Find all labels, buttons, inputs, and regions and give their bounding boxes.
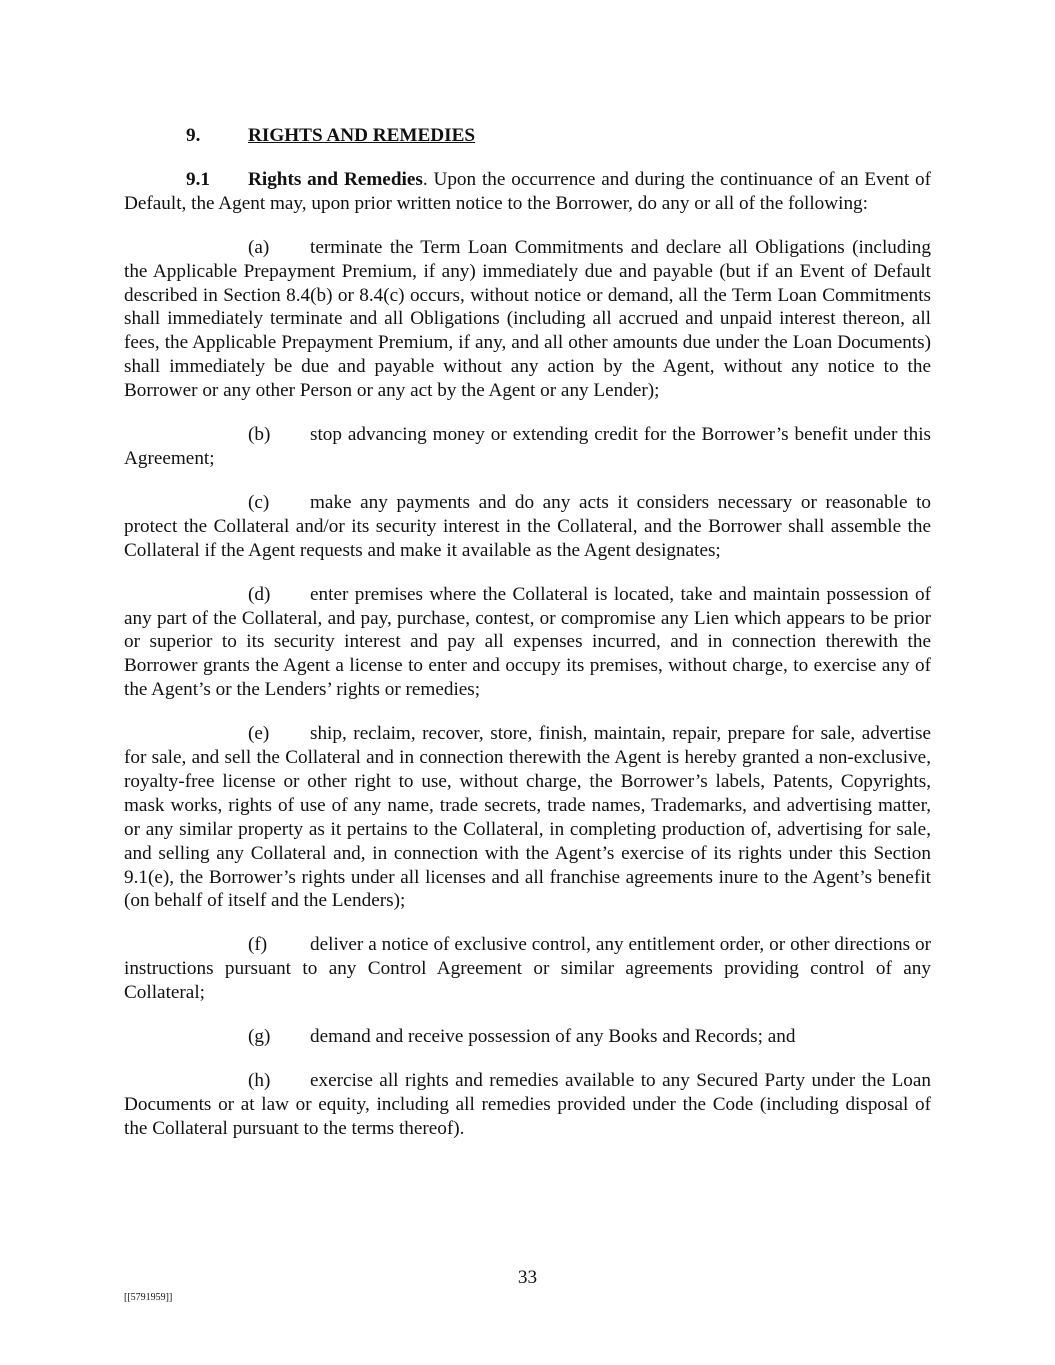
clause-text: enter premises where the Collateral is located, take and maintain possession of any part of the Collateral, and pay, purchase, contest, or compromise any Lien which appears to be prior or superior to its security interest and pay all expenses incurred, and in connection therewith the Borrower grants the Agent a license to enter and occupy its premises, without charge, to exercise any of the Agent’s or the Lenders’ rights or remedies; xyxy=(124,583,931,701)
page-number: 33 xyxy=(517,1267,538,1288)
clause-d xyxy=(124,583,931,703)
clause-label: (g) xyxy=(248,1026,271,1048)
clause-text: exercise all rights and remedies available to any Secured Party under the Loan Documents or at law or equity, including all remedies provided under the Code (including disposal of the Collateral pursuant to the terms thereof). xyxy=(124,1070,931,1139)
section-9-1 xyxy=(124,168,931,216)
section-number: 9.1 xyxy=(186,168,210,190)
section-caption: Rights and Remedies xyxy=(248,168,423,190)
document-page xyxy=(124,124,931,1141)
clause-label: (h) xyxy=(248,1070,271,1091)
clause-text: deliver a notice of exclusive control, any entitlement order, or other directions or instructions pursuant to any Control Agreement or similar agreements providing control of any Collateral; xyxy=(124,934,931,1004)
clause-label: (e) xyxy=(248,723,270,745)
document-id: [[5791959]] xyxy=(124,1292,173,1303)
article-number: 9. xyxy=(186,125,201,146)
clause-label: (f) xyxy=(248,934,268,956)
clause-c xyxy=(124,491,931,563)
clause-label: (a) xyxy=(248,236,270,258)
clause-label: (b) xyxy=(248,424,271,446)
clause-g xyxy=(124,1025,931,1049)
clause-f xyxy=(124,933,931,1005)
clause-label: (c) xyxy=(248,491,270,513)
section-text: . Upon the occurrence and during the continuance of an Event of Default, the Agent may, upon prior written notice to the Borrower, do any or all of the following: xyxy=(124,168,931,214)
article-title: RIGHTS AND REMEDIES xyxy=(248,125,476,146)
clause-label: (d) xyxy=(248,583,271,605)
clause-text: demand and receive possession of any Books and Records; and xyxy=(310,1026,796,1048)
clause-text: make any payments and do any acts it considers necessary or reasonable to protect the Collateral and/or its security interest in the Collateral, and the Borrower shall assemble the Collateral if the Agent requests and make it available as the Agent designates; xyxy=(124,491,931,561)
clause-text: stop advancing money or extending credit for the Borrower’s benefit under this Agreement; xyxy=(124,424,931,469)
clause-e xyxy=(124,722,931,913)
clause-a xyxy=(124,236,931,403)
clause-text: ship, reclaim, recover, store, finish, maintain, repair, prepare for sale, advertise for sale, and sell the Collateral and in connection therewith the Agent is hereby granted a non-exclusive, royalty-free license or other right to use, without charge, the Borrower’s labels, Patents, Copyrights, mask works, rights of use of any name, trade secrets, trade names, Trademarks, and advertising matter, or any similar property as it pertains to the Collateral, in completing production of, advertising for sale, and selling any Collateral and, in connection with the Agent’s exercise of its rights under this Section 9.1(e), the Borrower’s rights under all licenses and all franchise agreements inure to the Agent’s benefit (on behalf of itself and the Lenders); xyxy=(124,723,931,912)
article-heading xyxy=(124,124,931,148)
clause-b xyxy=(124,423,931,471)
clause-h xyxy=(124,1069,931,1141)
clause-text: terminate the Term Loan Commitments and declare all Obligations (including the Applicable Prepayment Premium, if any) immediately due and payable (but if an Event of Default described in Section 8.4(b) or 8.4(c) occurs, without notice or demand, all the Term Loan Commitments shall immediately terminate and all Obligations (including all accrued and unpaid interest thereon, all fees, the Applicable Prepayment Premium, if any, and all other amounts due under the Loan Documents) shall immediately be due and payable without any action by the Agent, without any notice to the Borrower or any other Person or any act by the Agent or any Lender); xyxy=(124,236,931,402)
